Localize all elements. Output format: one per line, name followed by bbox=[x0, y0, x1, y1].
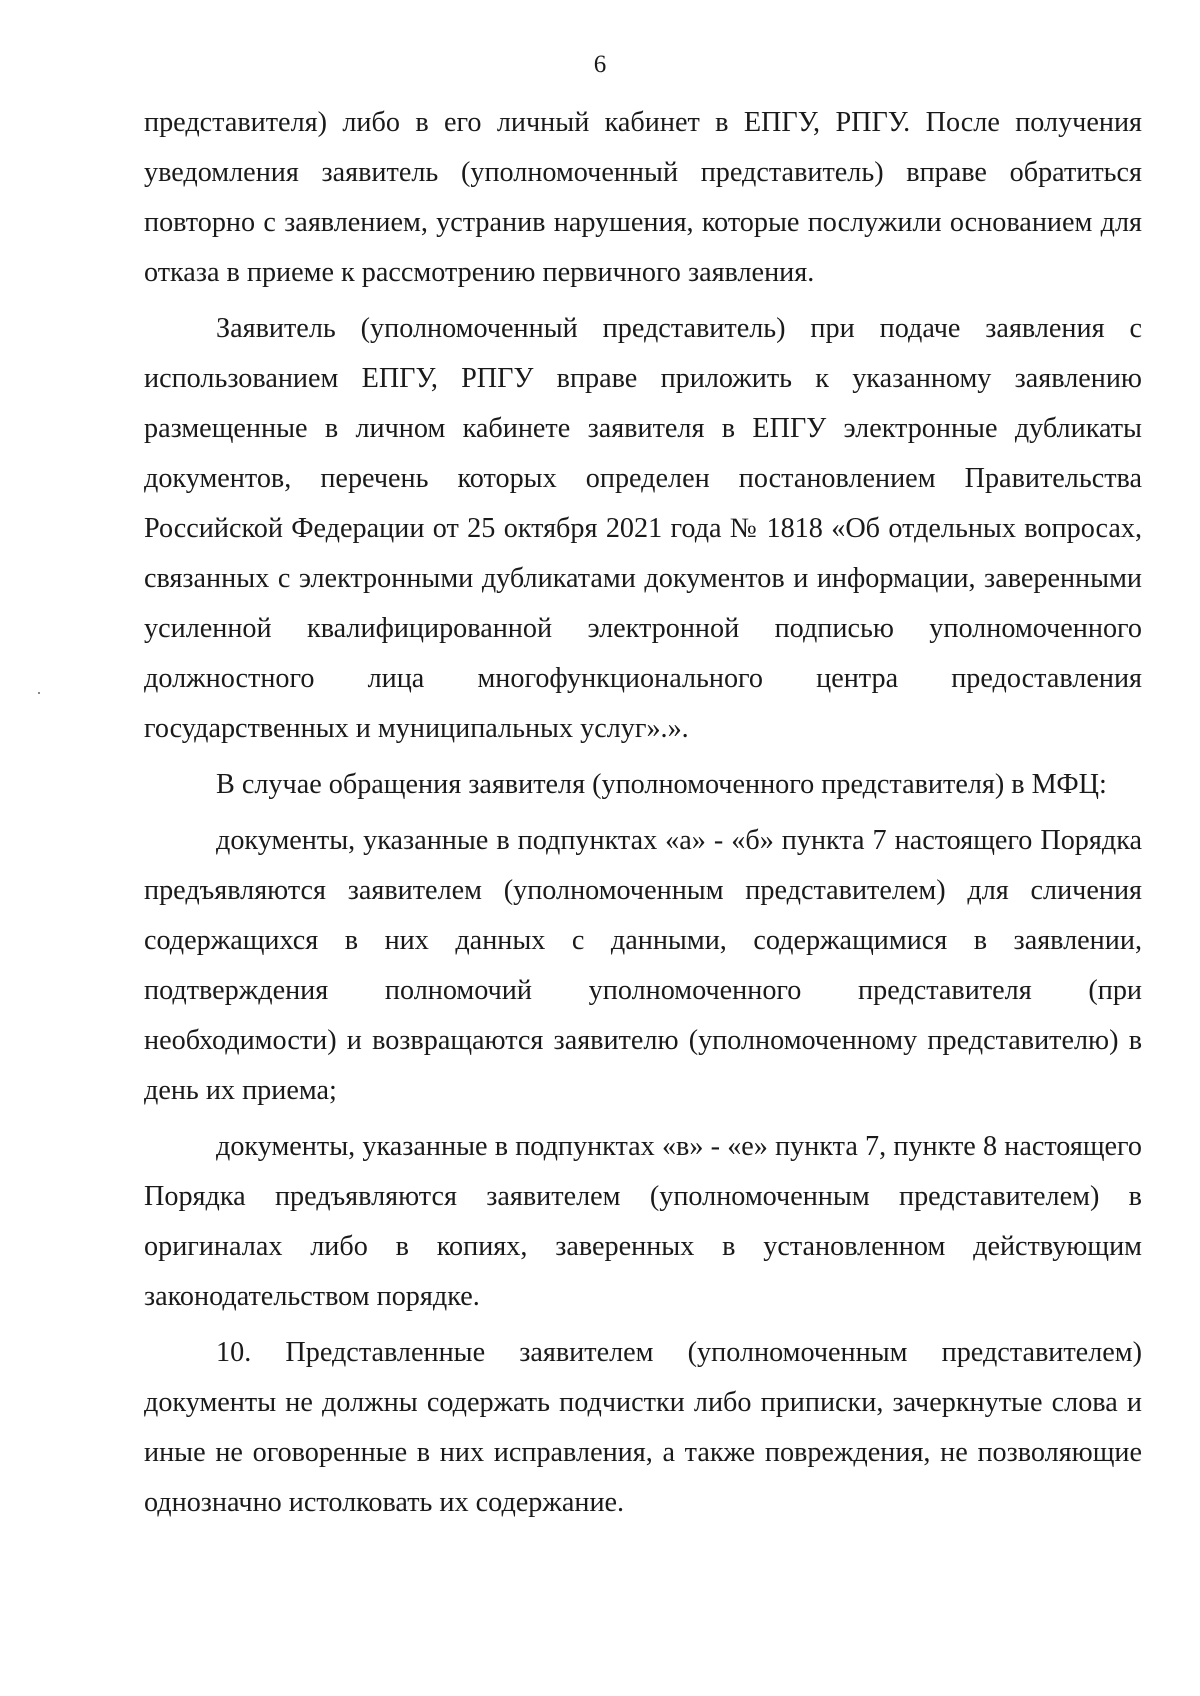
paragraph-epgu-duplicates: Заявитель (уполномоченный представитель) при подаче заявления с использованием ЕПГУ, РПГУ вправе приложить к указанному заявлению размещенные в личном кабинете заявителя в ЕПГУ электронные дубликаты документов, перечень которых определен постановлением Правительства Российской Федерации от 25 октября 2021 года № 1818 «Об отдельных вопросах, связанных с электронными дубликатами документов и информации, заверенными усиленной квалифицированной электронной подписью уполномоченного должностного лица многофункционального центра предоставления государственных и муниципальных услуг».». bbox=[144, 313, 1142, 744]
scan-artifact bbox=[38, 692, 40, 694]
page-number: 6 bbox=[593, 51, 607, 78]
document-body bbox=[144, 98, 1142, 1528]
paragraph-documents-v-e: документы, указанные в подпунктах «в» - «е» пункта 7, пункте 8 настоящего Порядка предъявляются заявителем (уполномоченным представителем) в оригиналах либо в копиях, заверенных в установленном действующим законодательством порядке. bbox=[144, 1131, 1142, 1312]
paragraph-item-10: 10. Представленные заявителем (уполномоченным представителем) документы не должны содержать подчистки либо приписки, зачеркнутые слова и иные не оговоренные в них исправления, а также повреждения, не позволяющие однозначно истолковать их содержание. bbox=[144, 1337, 1142, 1518]
paragraph-mfc-intro: В случае обращения заявителя (уполномоченного представителя) в МФЦ: bbox=[216, 769, 1107, 800]
paragraph-documents-a-b: документы, указанные в подпунктах «а» - «б» пункта 7 настоящего Порядка предъявляются заявителем (уполномоченным представителем) для сличения содержащихся в них данных с данными, содержащимися в заявлении, подтверждения полномочий уполномоченного представителя (при необходимости) и возвращаются заявителю (уполномоченному представителю) в день их приема; bbox=[144, 825, 1142, 1106]
paragraph-continuation: представителя) либо в его личный кабинет в ЕПГУ, РПГУ. После получения уведомления заявитель (уполномоченный представитель) вправе обратиться повторно с заявлением, устранив нарушения, которые послужили основанием для отказа в приеме к рассмотрению первичного заявления. bbox=[144, 107, 1142, 288]
